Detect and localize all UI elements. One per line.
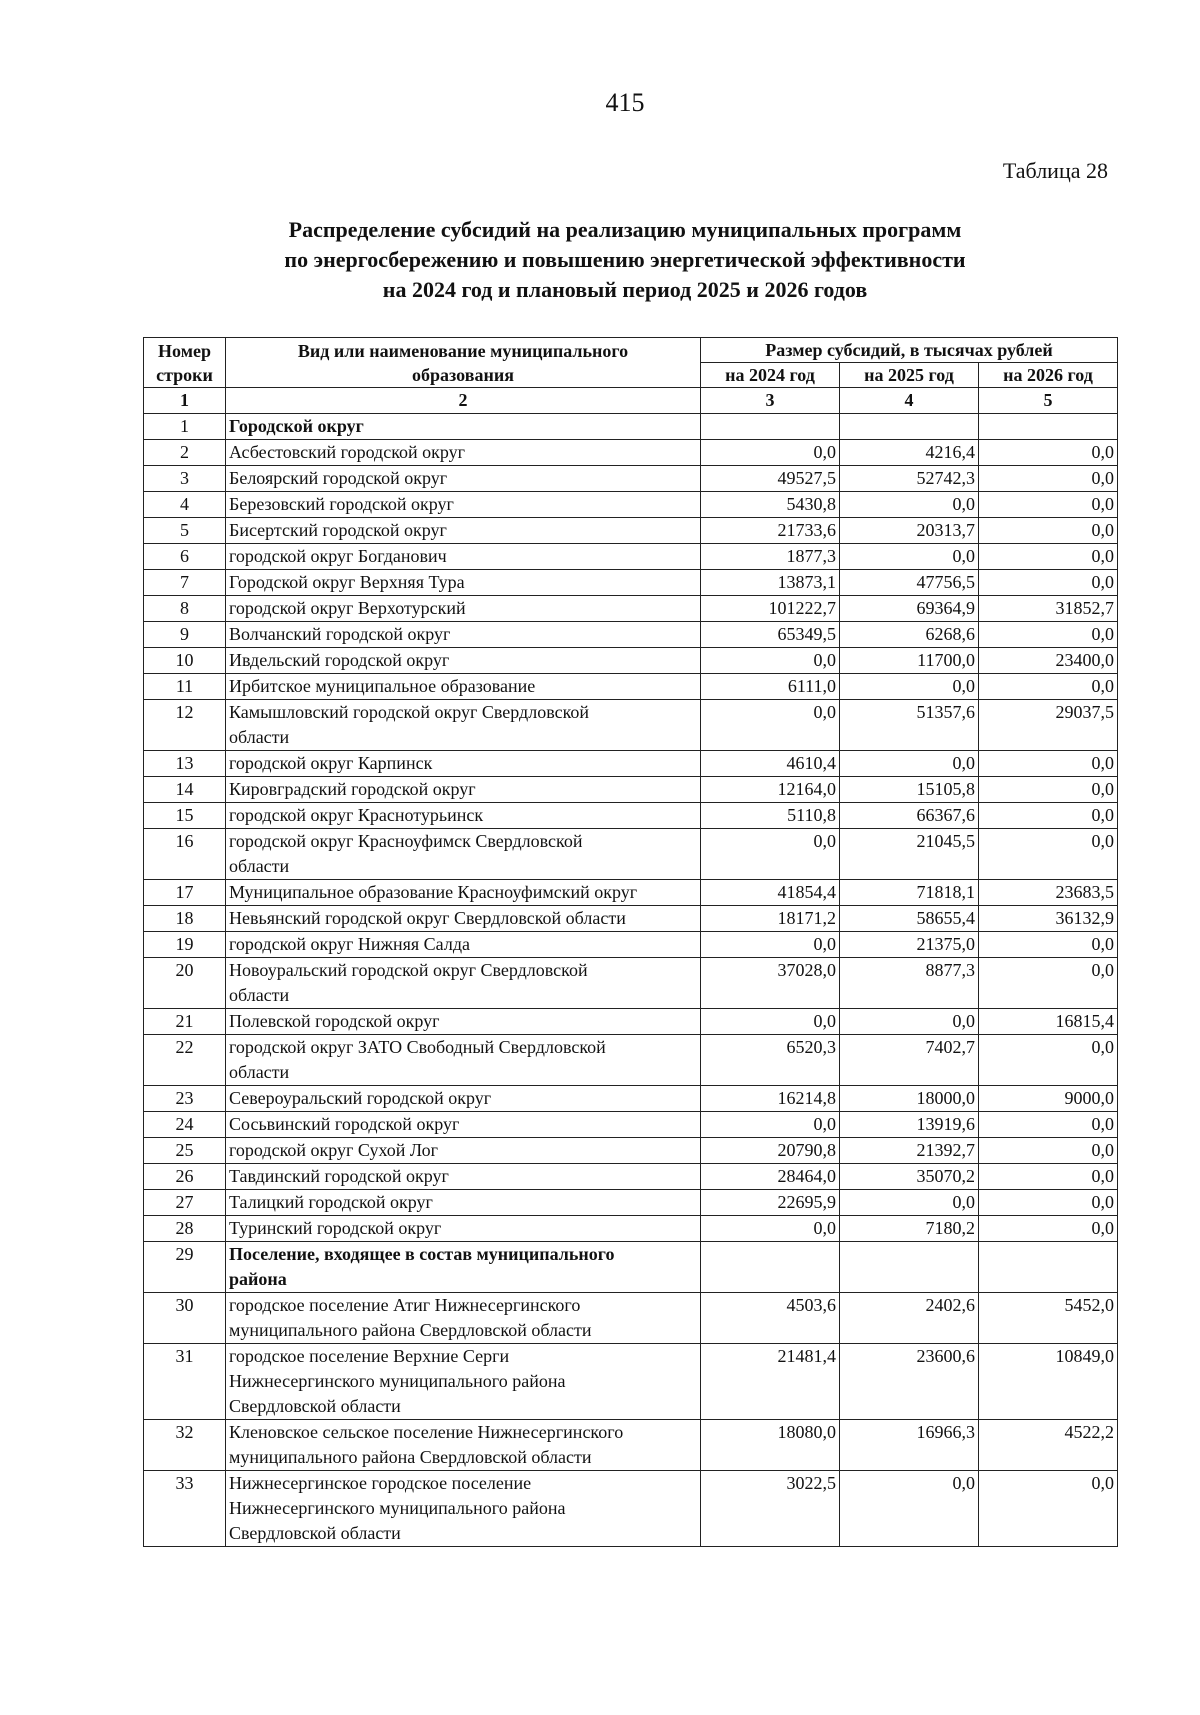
municipality-name-line: Муниципальное образование Красноуфимский округ [229, 882, 638, 902]
municipality-name-line: Талицкий городской округ [229, 1192, 433, 1212]
municipality-name-line: Ирбитское муниципальное образование [229, 676, 536, 696]
municipality-name-line: области [229, 985, 290, 1005]
municipality-name [226, 1420, 701, 1471]
municipality-name [226, 492, 701, 518]
subsidy-2026: 10849,0 [979, 1344, 1118, 1420]
subsidy-2026: 0,0 [979, 1190, 1118, 1216]
table-row [144, 1471, 1118, 1547]
municipality-name-line: Нижнесергинского муниципального района [229, 1371, 566, 1391]
subsidy-2024: 37028,0 [701, 958, 840, 1009]
table-row [144, 674, 1118, 700]
subsidy-2025 [840, 414, 979, 440]
row-number: 31 [144, 1344, 226, 1420]
municipality-name-line: Городской округ Верхняя Тура [229, 572, 465, 592]
municipality-name-line: Камышловский городской округ Свердловской [229, 702, 590, 722]
municipality-name-line: Волчанский городской округ [229, 624, 451, 644]
row-number: 30 [144, 1293, 226, 1344]
header-row-number-line2: строки [156, 364, 213, 385]
subsidy-2026: 0,0 [979, 829, 1118, 880]
page-number: 415 [605, 88, 645, 117]
municipality-name-line: Белоярский городской округ [229, 468, 448, 488]
row-number: 11 [144, 674, 226, 700]
subsidy-2025: 6268,6 [840, 622, 979, 648]
municipality-name-line: Полевской городской округ [229, 1011, 440, 1031]
subsidy-2024: 0,0 [701, 648, 840, 674]
municipality-name [226, 958, 701, 1009]
table-row [144, 1293, 1118, 1344]
row-number: 5 [144, 518, 226, 544]
table-row [144, 1164, 1118, 1190]
subsidy-2025: 71818,1 [840, 880, 979, 906]
subsidy-2026: 0,0 [979, 674, 1118, 700]
row-number: 28 [144, 1216, 226, 1242]
subsidy-2025: 7180,2 [840, 1216, 979, 1242]
subsidy-2024: 12164,0 [701, 777, 840, 803]
table-row [144, 466, 1118, 492]
municipality-name-line: городской округ Карпинск [229, 753, 433, 773]
subsidy-2025: 16966,3 [840, 1420, 979, 1471]
subsidy-2025: 0,0 [840, 674, 979, 700]
subsidy-2026: 5452,0 [979, 1293, 1118, 1344]
municipality-name-line: области [229, 856, 290, 876]
subsidy-2024: 18171,2 [701, 906, 840, 932]
municipality-name-line: городской округ Богданович [229, 546, 447, 566]
row-number: 17 [144, 880, 226, 906]
municipality-name [226, 1112, 701, 1138]
table-row [144, 1112, 1118, 1138]
document-title [0, 215, 1200, 305]
subsidy-2024: 4610,4 [701, 751, 840, 777]
subsidy-2025: 21375,0 [840, 932, 979, 958]
subsidy-2025: 7402,7 [840, 1035, 979, 1086]
row-number: 15 [144, 803, 226, 829]
header-name [226, 338, 701, 388]
subsidy-2024: 0,0 [701, 932, 840, 958]
row-number: 16 [144, 829, 226, 880]
municipality-name [226, 596, 701, 622]
municipality-name [226, 440, 701, 466]
municipality-name [226, 648, 701, 674]
subsidy-2026: 29037,5 [979, 700, 1118, 751]
subsidy-2024: 16214,8 [701, 1086, 840, 1112]
subsidy-2026: 0,0 [979, 492, 1118, 518]
row-number: 26 [144, 1164, 226, 1190]
municipality-name-line: Поселение, входящее в состав муниципального [229, 1244, 615, 1264]
subsidy-2024: 20790,8 [701, 1138, 840, 1164]
subsidy-2024: 1877,3 [701, 544, 840, 570]
subsidy-2026: 0,0 [979, 1471, 1118, 1547]
subsidy-2026: 9000,0 [979, 1086, 1118, 1112]
municipality-name-line: Бисертский городской округ [229, 520, 447, 540]
subsidy-2025: 21392,7 [840, 1138, 979, 1164]
column-number-5: 5 [979, 388, 1118, 414]
subsidy-2025: 2402,6 [840, 1293, 979, 1344]
header-row-number-line1: Номер [158, 340, 211, 361]
row-number: 14 [144, 777, 226, 803]
table-row [144, 1138, 1118, 1164]
subsidy-2026: 0,0 [979, 958, 1118, 1009]
municipality-name [226, 1293, 701, 1344]
table-row [144, 1344, 1118, 1420]
subsidy-2026: 0,0 [979, 440, 1118, 466]
subsidy-2024: 5110,8 [701, 803, 840, 829]
row-number: 6 [144, 544, 226, 570]
subsidy-2026 [979, 414, 1118, 440]
row-number: 25 [144, 1138, 226, 1164]
municipality-name [226, 1344, 701, 1420]
subsidy-2025: 20313,7 [840, 518, 979, 544]
municipality-name-line: городское поселение Атиг Нижнесергинского [229, 1295, 581, 1315]
subsidy-2024 [701, 1242, 840, 1293]
municipality-name-line: Городской округ [229, 416, 364, 436]
subsidy-2024: 6111,0 [701, 674, 840, 700]
column-number-3: 3 [701, 388, 840, 414]
subsidy-2024: 0,0 [701, 1112, 840, 1138]
table-row [144, 1009, 1118, 1035]
municipality-name [226, 1086, 701, 1112]
table-row [144, 570, 1118, 596]
subsidy-2024: 0,0 [701, 700, 840, 751]
row-number: 27 [144, 1190, 226, 1216]
municipality-name [226, 829, 701, 880]
table-row [144, 1035, 1118, 1086]
table-row [144, 1216, 1118, 1242]
table-row [144, 440, 1118, 466]
subsidy-2025: 69364,9 [840, 596, 979, 622]
municipality-name [226, 1035, 701, 1086]
row-number: 1 [144, 414, 226, 440]
table-row [144, 829, 1118, 880]
table-row [144, 1420, 1118, 1471]
municipality-name-line: Невьянский городской округ Свердловской области [229, 908, 626, 928]
subsidy-2024: 101222,7 [701, 596, 840, 622]
header-2025: на 2025 год [840, 363, 979, 388]
municipality-name [226, 570, 701, 596]
table-row [144, 596, 1118, 622]
table-row [144, 492, 1118, 518]
header-name-line1: Вид или наименование муниципального [297, 340, 629, 361]
municipality-name-line: Асбестовский городской округ [229, 442, 466, 462]
table-row [144, 958, 1118, 1009]
municipality-name [226, 880, 701, 906]
municipality-name-line: Сосьвинский городской округ [229, 1114, 460, 1134]
subsidy-2026: 31852,7 [979, 596, 1118, 622]
subsidy-2024: 21481,4 [701, 1344, 840, 1420]
column-number-4: 4 [840, 388, 979, 414]
municipality-name-line: области [229, 727, 290, 747]
subsidy-2025: 0,0 [840, 751, 979, 777]
subsidy-2025: 0,0 [840, 1471, 979, 1547]
subsidy-2025: 0,0 [840, 544, 979, 570]
table-row [144, 544, 1118, 570]
municipality-name-line: городское поселение Верхние Серги [229, 1346, 510, 1366]
table-label: Таблица 28 [1002, 158, 1108, 183]
subsidy-2026: 16815,4 [979, 1009, 1118, 1035]
table-row [144, 622, 1118, 648]
table-row [144, 1086, 1118, 1112]
subsidy-2024: 0,0 [701, 829, 840, 880]
municipality-name-line: Свердловской области [229, 1523, 401, 1543]
row-number: 32 [144, 1420, 226, 1471]
municipality-name-line: городской округ Сухой Лог [229, 1140, 439, 1160]
table-row [144, 932, 1118, 958]
subsidy-2025: 0,0 [840, 492, 979, 518]
subsidy-2024: 0,0 [701, 1009, 840, 1035]
municipality-name [226, 751, 701, 777]
municipality-name-line: Нижнесергинского муниципального района [229, 1498, 566, 1518]
subsidy-2025: 35070,2 [840, 1164, 979, 1190]
subsidy-2025: 52742,3 [840, 466, 979, 492]
row-number: 24 [144, 1112, 226, 1138]
subsidy-2024: 4503,6 [701, 1293, 840, 1344]
subsidy-2025 [840, 1242, 979, 1293]
subsidy-2025: 11700,0 [840, 648, 979, 674]
subsidy-2026: 23400,0 [979, 648, 1118, 674]
subsidy-2026: 0,0 [979, 803, 1118, 829]
municipality-name [226, 414, 701, 440]
municipality-name-line: городской округ Красноуфимск Свердловской [229, 831, 583, 851]
table-row [144, 648, 1118, 674]
subsidy-2025: 58655,4 [840, 906, 979, 932]
municipality-name-line: городской округ ЗАТО Свободный Свердловской [229, 1037, 606, 1057]
title-line-2: по энергосбережению и повышению энергетической эффективности [284, 247, 966, 272]
column-number-2: 2 [226, 388, 701, 414]
table-row [144, 700, 1118, 751]
subsidy-2026: 0,0 [979, 1216, 1118, 1242]
row-number: 18 [144, 906, 226, 932]
subsidy-2025: 15105,8 [840, 777, 979, 803]
municipality-name [226, 622, 701, 648]
municipality-name [226, 674, 701, 700]
table-row [144, 803, 1118, 829]
subsidy-2025: 51357,6 [840, 700, 979, 751]
subsidy-2026: 0,0 [979, 518, 1118, 544]
municipality-name-line: Кировградский городской округ [229, 779, 476, 799]
title-line-3: на 2024 год и плановый период 2025 и 2026 годов [382, 277, 868, 302]
subsidy-2026: 23683,5 [979, 880, 1118, 906]
subsidy-2026: 0,0 [979, 466, 1118, 492]
municipality-name [226, 906, 701, 932]
subsidy-2026: 0,0 [979, 751, 1118, 777]
municipality-name-line: Ивдельский городской округ [229, 650, 450, 670]
table-row [144, 1242, 1118, 1293]
municipality-name [226, 1471, 701, 1547]
table-row [144, 1190, 1118, 1216]
municipality-name-line: городской округ Краснотурьинск [229, 805, 484, 825]
subsidy-2024: 65349,5 [701, 622, 840, 648]
table-row [144, 751, 1118, 777]
municipality-name [226, 1009, 701, 1035]
municipality-name-line: Туринский городской округ [229, 1218, 442, 1238]
subsidy-2026: 0,0 [979, 1164, 1118, 1190]
municipality-name [226, 700, 701, 751]
municipality-name [226, 466, 701, 492]
municipality-name-line: области [229, 1062, 290, 1082]
row-number: 13 [144, 751, 226, 777]
municipality-name [226, 803, 701, 829]
subsidy-2025: 0,0 [840, 1190, 979, 1216]
row-number: 22 [144, 1035, 226, 1086]
header-2026: на 2026 год [979, 363, 1118, 388]
municipality-name-line: Свердловской области [229, 1396, 401, 1416]
subsidy-table [143, 337, 1118, 1547]
municipality-name [226, 544, 701, 570]
row-number: 2 [144, 440, 226, 466]
municipality-name-line: Нижнесергинское городское поселение [229, 1473, 532, 1493]
subsidy-2025: 18000,0 [840, 1086, 979, 1112]
header-subsidy: Размер субсидий, в тысячах рублей [701, 338, 1118, 363]
municipality-name-line: Кленовское сельское поселение Нижнесергинского [229, 1422, 624, 1442]
subsidy-2026: 36132,9 [979, 906, 1118, 932]
subsidy-2025: 4216,4 [840, 440, 979, 466]
municipality-name-line: городской округ Нижняя Салда [229, 934, 470, 954]
municipality-name-line: Березовский городской округ [229, 494, 454, 514]
subsidy-2024: 21733,6 [701, 518, 840, 544]
row-number: 29 [144, 1242, 226, 1293]
municipality-name-line: района [229, 1269, 287, 1289]
column-number-1: 1 [144, 388, 226, 414]
municipality-name [226, 1164, 701, 1190]
subsidy-2024: 13873,1 [701, 570, 840, 596]
municipality-name [226, 777, 701, 803]
header-row-number [144, 338, 226, 388]
subsidy-2024: 49527,5 [701, 466, 840, 492]
header-2024: на 2024 год [701, 363, 840, 388]
subsidy-2024 [701, 414, 840, 440]
subsidy-2026: 0,0 [979, 622, 1118, 648]
row-number: 4 [144, 492, 226, 518]
table-row [144, 880, 1118, 906]
subsidy-2026: 0,0 [979, 1112, 1118, 1138]
subsidy-2025: 66367,6 [840, 803, 979, 829]
municipality-name-line: Тавдинский городской округ [229, 1166, 449, 1186]
subsidy-2026: 4522,2 [979, 1420, 1118, 1471]
municipality-name-line: городской округ Верхотурский [229, 598, 466, 618]
row-number: 20 [144, 958, 226, 1009]
subsidy-2024: 0,0 [701, 1216, 840, 1242]
municipality-name-line: Североуральский городской округ [229, 1088, 492, 1108]
row-number: 7 [144, 570, 226, 596]
municipality-name [226, 1216, 701, 1242]
municipality-name [226, 1190, 701, 1216]
municipality-name-line: Новоуральский городской округ Свердловской [229, 960, 588, 980]
subsidy-2026: 0,0 [979, 1138, 1118, 1164]
subsidy-2025: 23600,6 [840, 1344, 979, 1420]
subsidy-2025: 0,0 [840, 1009, 979, 1035]
subsidy-2024: 18080,0 [701, 1420, 840, 1471]
table-row [144, 518, 1118, 544]
row-number: 12 [144, 700, 226, 751]
table-row [144, 906, 1118, 932]
subsidy-2026: 0,0 [979, 777, 1118, 803]
subsidy-2024: 0,0 [701, 440, 840, 466]
table-body [144, 414, 1118, 1547]
subsidy-2025: 13919,6 [840, 1112, 979, 1138]
municipality-name [226, 1242, 701, 1293]
subsidy-2024: 41854,4 [701, 880, 840, 906]
subsidy-2025: 47756,5 [840, 570, 979, 596]
subsidy-2025: 8877,3 [840, 958, 979, 1009]
row-number: 23 [144, 1086, 226, 1112]
subsidy-2024: 28464,0 [701, 1164, 840, 1190]
row-number: 33 [144, 1471, 226, 1547]
subsidy-2024: 5430,8 [701, 492, 840, 518]
subsidy-2026 [979, 1242, 1118, 1293]
municipality-name-line: муниципального района Свердловской области [229, 1447, 592, 1467]
subsidy-2026: 0,0 [979, 544, 1118, 570]
subsidy-2026: 0,0 [979, 570, 1118, 596]
subsidy-2024: 22695,9 [701, 1190, 840, 1216]
column-number-row [144, 388, 1118, 414]
subsidy-2026: 0,0 [979, 932, 1118, 958]
subsidy-2024: 3022,5 [701, 1471, 840, 1547]
table-row [144, 414, 1118, 440]
municipality-name [226, 932, 701, 958]
row-number: 10 [144, 648, 226, 674]
row-number: 9 [144, 622, 226, 648]
municipality-name [226, 1138, 701, 1164]
row-number: 19 [144, 932, 226, 958]
title-line-1: Распределение субсидий на реализацию муниципальных программ [288, 217, 962, 242]
header-name-line2: образования [412, 364, 514, 385]
municipality-name [226, 518, 701, 544]
subsidy-2026: 0,0 [979, 1035, 1118, 1086]
row-number: 8 [144, 596, 226, 622]
subsidy-2025: 21045,5 [840, 829, 979, 880]
row-number: 21 [144, 1009, 226, 1035]
row-number: 3 [144, 466, 226, 492]
municipality-name-line: муниципального района Свердловской области [229, 1320, 592, 1340]
table-row [144, 777, 1118, 803]
subsidy-2024: 6520,3 [701, 1035, 840, 1086]
